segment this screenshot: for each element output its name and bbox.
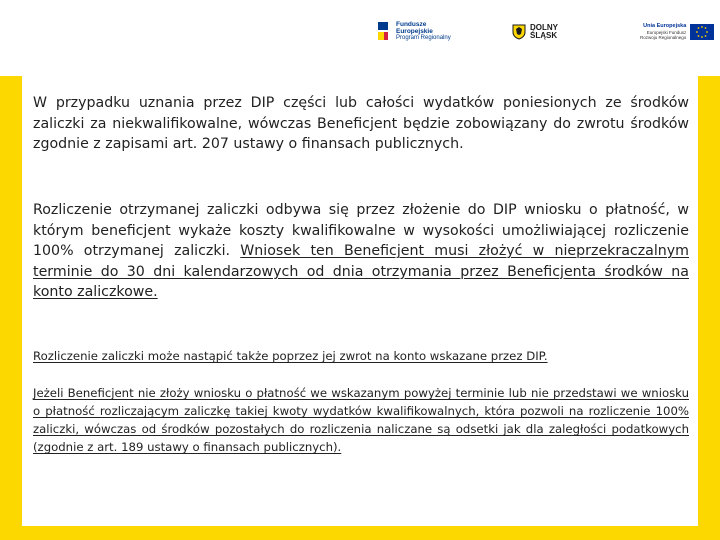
eu-logo [640,24,714,41]
logo-band [376,16,720,56]
eu-logo-text [640,24,686,41]
content-panel [22,76,698,526]
funds-logo-line3: Program Regionalny [396,34,451,41]
eu-flag-icon [690,24,714,40]
coat-of-arms-icon [512,24,526,40]
paragraph-refund: W przypadku uznania przez DIP części lub całości wydatków poniesionych ze środków zaliczki za niekwalifikowalne, wówczas Beneficjent będzie zobowiązany do zwrotu środków zgodnie z zapisami art. 207 ustawy o finansach publicznych. [33,95,689,152]
region-logo [512,24,558,40]
eu-logo-line2: Europejski Fundusz [646,29,687,35]
paragraph-return: Rozliczenie zaliczki może nastąpić także poprzez jej zwrot na konto wskazane przez DIP. [33,349,548,363]
funds-logo-line2: Europejskie [396,27,433,35]
funds-logo-text [396,21,451,42]
funds-logo-line1: Fundusze [396,20,427,28]
eu-logo-line3: Rozwoju Regionalnego [640,35,687,40]
paragraph-settlement [33,200,689,303]
paragraph-interest: Jeżeli Beneficjent nie złoży wniosku o płatność we wskazanym powyżej terminie lub nie przedstawi we wniosku o płatność rozliczającym zaliczkę takiej kwoty wydatków kwalifikowalnych, która pozwoli na rozliczenie 100% zaliczki, wówczas od środków pozostałych do rozliczenia naliczane są odsetki jak dla zaległości podatkowych (zgodnie z art. 189 ustawy o finansach publicznych). [33,386,689,454]
region-logo-text [530,24,558,40]
funds-logo [376,20,451,42]
eu-logo-line1: Unia Europejska [643,23,687,29]
settlement-text: Rozliczenie otrzymanej zaliczki odbywa się przez złożenie do DIP wniosku o płatność, w którym beneficjent wykaże koszty kwalifikowalne w wysokości umożliwiającej rozliczenie 100% otrzymanej zaliczki. [33,202,689,259]
stars-flag-icon [376,20,390,42]
region-logo-line1: DOLNY [530,23,558,32]
logo-banner [0,0,720,76]
settlement-deadline-text: Wniosek ten Beneficjent musi złożyć w nieprzekraczalnym terminie do 30 dni kalendarzowych od dnia otrzymania przez Beneficjenta środków na konto zaliczkowe. [33,243,690,300]
region-logo-line2: ŚLĄSK [530,31,558,40]
